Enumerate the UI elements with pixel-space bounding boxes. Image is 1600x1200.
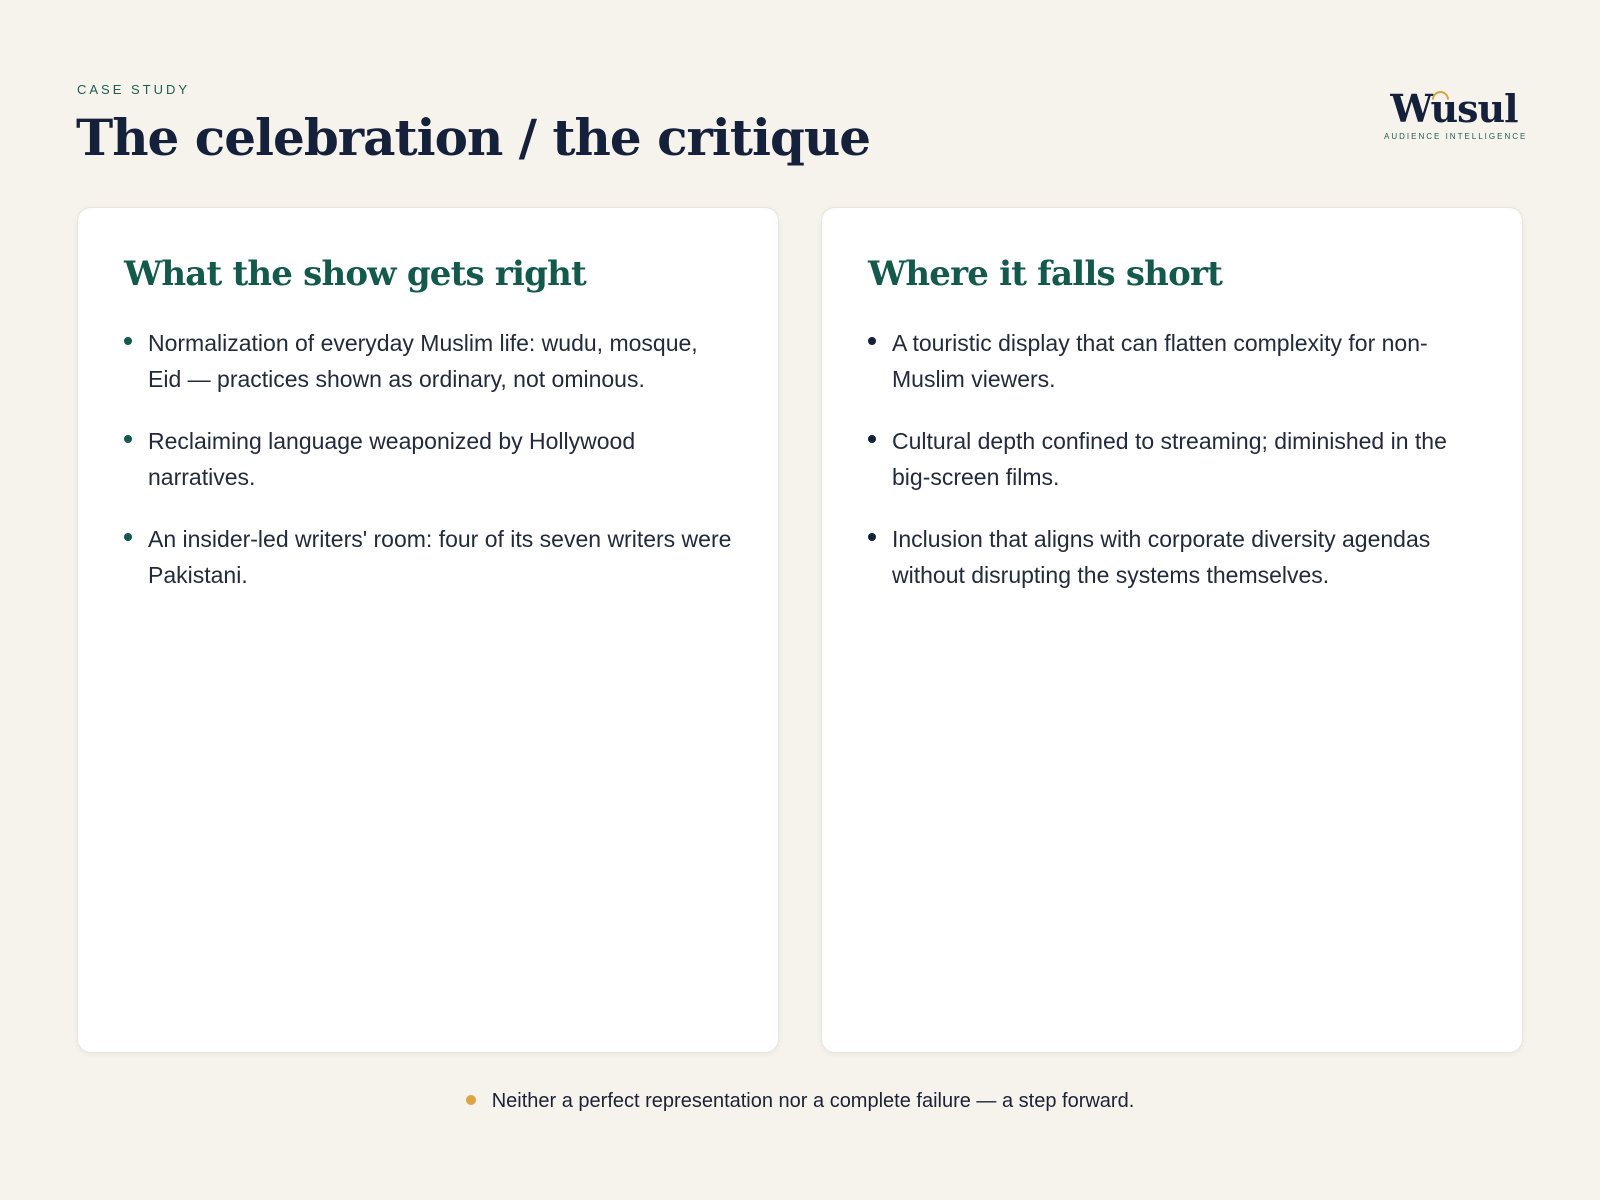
logo-tagline: AUDIENCE INTELLIGENCE [1384,131,1528,141]
card-shortcomings-heading: Where it falls short [868,254,1222,294]
eyebrow-label: CASE STUDY [77,82,191,97]
bullet-icon [124,435,132,443]
list-item [124,423,732,495]
bullet-icon [868,435,876,443]
shortcomings-list [868,325,1476,593]
list-item-text: Inclusion that aligns with corporate diversity agendas without disrupting the systems themselves. [892,525,1431,588]
list-item-text: Normalization of everyday Muslim life: wudu, mosque, Eid — practices shown as ordinary, not ominous. [148,329,698,392]
list-item-text: An insider-led writers' room: four of its seven writers were Pakistani. [148,525,732,588]
footer-note [0,1090,1600,1113]
card-shortcomings [821,207,1523,1053]
list-item [868,325,1476,397]
footer-note-text: Neither a perfect representation nor a complete failure — a step forward. [491,1090,1135,1112]
logo-wordmark [1390,88,1517,130]
page-title: The celebration / the critique [76,108,871,167]
bullet-icon [124,533,132,541]
list-item-text: Reclaiming language weaponized by Hollywood narratives. [148,427,636,490]
brand-logo [1384,86,1528,141]
bullet-icon [868,533,876,541]
list-item [868,521,1476,593]
bullet-icon [868,337,876,345]
list-item [868,423,1476,495]
list-item-text: A touristic display that can flatten complexity for non-Muslim viewers. [892,329,1428,392]
card-strengths [77,207,779,1053]
list-item [124,521,732,593]
bullet-icon [124,337,132,345]
list-item-text: Cultural depth confined to streaming; diminished in the big-screen films. [892,427,1447,490]
logo-wordmark-text: Wusul [1390,86,1518,131]
footer-dot-icon [466,1095,476,1105]
strengths-list [124,325,732,593]
list-item [124,325,732,397]
card-strengths-heading: What the show gets right [124,254,586,294]
